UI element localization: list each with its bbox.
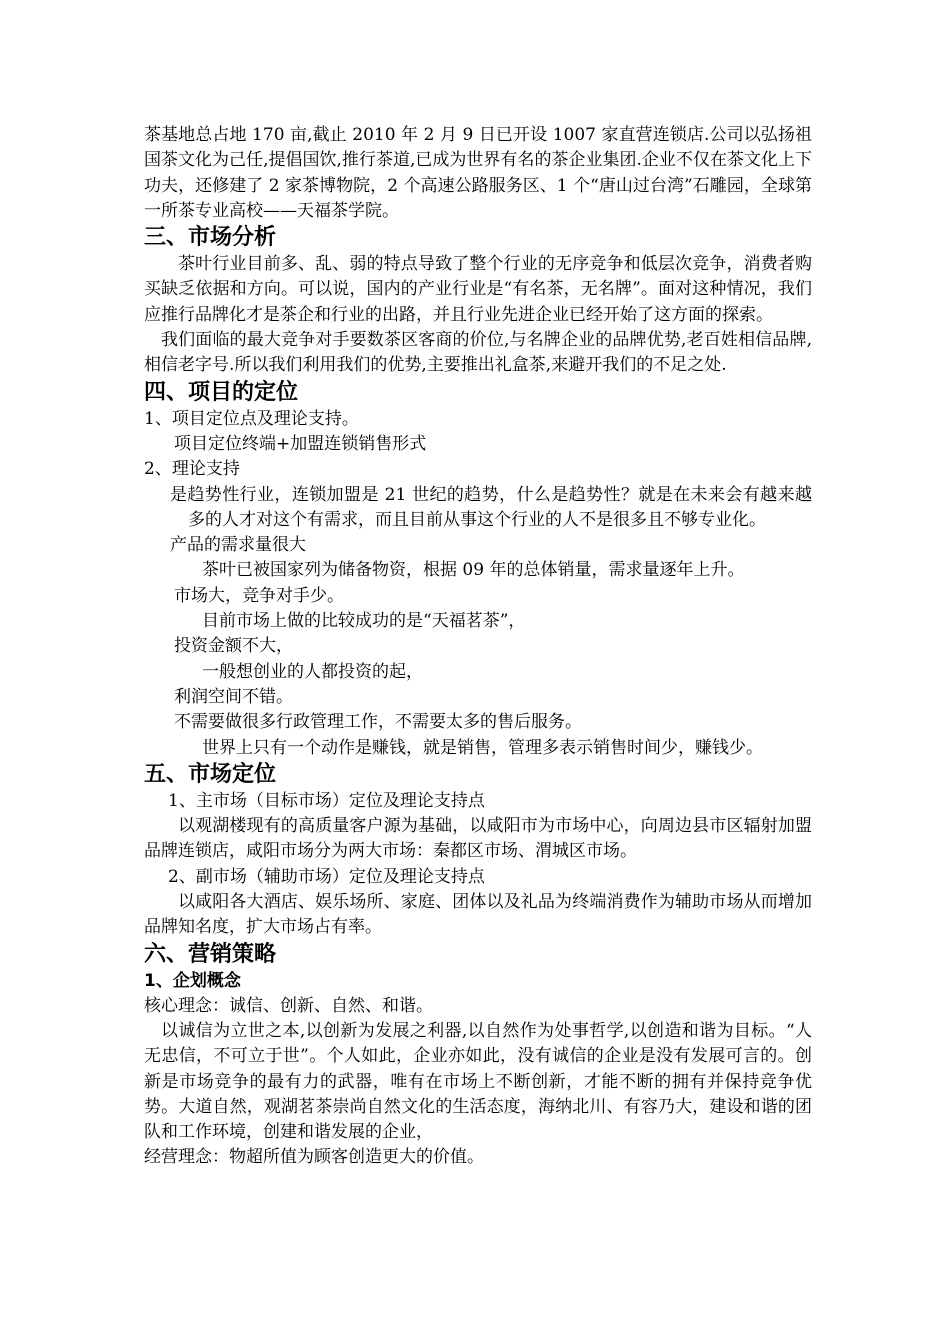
main-market-text: 以观湖楼现有的高质量客户源为基础，以咸阳市为市场中心，向周边县市区辐射加盟品牌连锁店，咸阳市场分为两大市场：秦都区市场、渭城区市场。 xyxy=(144,816,812,862)
demand-text: 茶叶已被国家列为储备物资，根据 09 年的总体销量，需求量逐年上升。 xyxy=(202,560,745,581)
core-philosophy-text: 以诚信为立世之本,以创新为发展之利器,以自然作为处事哲学,以创造和谐为目标。“人无忠信，不可立于世”。个人如此，企业亦如此，没有诚信的企业是没有发展可言的。创新是市场竞争的最有力的武器，唯有在市场上不断创新，才能不断的拥有并保持竞争优势。大道自然，观湖茗茶崇尚自然文化的生活态度，海纳北川、有容乃大，建设和谐的团队和工作环境，创建和谐发展的企业， xyxy=(144,1020,812,1143)
market-analysis-paragraph-2: 我们面临的最大竞争对手要数茶区客商的价位,与名牌企业的品牌优势,老百姓相信品牌,相信老字号.所以我们利用我们的优势,主要推出礼盒茶,来避开我们的不足之处. xyxy=(144,330,812,376)
section-heading-market-analysis: 三、市场分析 xyxy=(144,225,277,251)
section-heading-marketing-strategy: 六、营销策略 xyxy=(144,941,277,967)
trend-paragraph: 是趋势性行业，连锁加盟是 21 世纪的趋势，什么是趋势性？就是在未来会有越来越多的人才对这个有需求，而且目前从事这个行业的人不是很多且不够专业化。 xyxy=(170,484,812,530)
main-market-subheading: 1、主市场（目标市场）定位及理论支持点 xyxy=(168,790,485,811)
business-philosophy: 经营理念：物超所值为顾客创造更大的价值。 xyxy=(144,1147,484,1168)
management-text: 世界上只有一个动作是赚钱，就是销售，管理多表示销售时间少，赚钱少。 xyxy=(202,737,763,758)
document-body xyxy=(144,123,812,1171)
planning-concept-subheading: 1、企划概念 xyxy=(144,970,241,991)
positioning-item-1: 1、项目定位点及理论支持。 xyxy=(144,408,359,429)
section-heading-project-positioning: 四、项目的定位 xyxy=(144,379,299,405)
market-title: 市场大，竞争对手少。 xyxy=(174,585,344,606)
intro-paragraph: 茶基地总占地 170 亩,截止 2010 年 2 月 9 日已开设 1007 家直营连锁店.公司以弘扬祖国茶文化为己任,提倡国饮,推行茶道,已成为世界有名的茶企业集团.企业不仅在茶文化上下功夫，还修建了 2 家茶博物院，2 个高速公路服务区、1 个“唐山过台湾”石雕园，全球第一所茶专业高校——天福茶学院。 xyxy=(144,125,812,221)
positioning-item-2: 2、理论支持 xyxy=(144,459,240,480)
core-philosophy: 核心理念：诚信、创新、自然、和谐。 xyxy=(144,995,433,1016)
sub-market-text: 以咸阳各大酒店、娱乐场所、家庭、团体以及礼品为终端消费作为辅助市场从而增加品牌知名度，扩大市场占有率。 xyxy=(144,892,812,938)
sub-market-subheading: 2、副市场（辅助市场）定位及理论支持点 xyxy=(168,866,485,887)
market-text: 目前市场上做的比较成功的是“天福茗茶”， xyxy=(202,611,526,632)
management-title: 不需要做很多行政管理工作，不需要太多的售后服务。 xyxy=(174,712,582,733)
positioning-item-1-text: 项目定位终端+加盟连锁销售形式 xyxy=(174,433,427,454)
invest-text: 一般想创业的人都投资的起， xyxy=(202,661,423,682)
section-heading-market-positioning: 五、市场定位 xyxy=(144,761,277,787)
invest-title: 投资金额不大， xyxy=(174,636,293,657)
market-analysis-paragraph-1: 茶叶行业目前多、乱、弱的特点导致了整个行业的无序竞争和低层次竞争，消费者购买缺乏依据和方向。可以说，国内的产业行业是“有名茶，无名牌”。面对这种情况，我们应推行品牌化才是茶企和行业的出路，并且行业先进企业已经开始了这方面的探索。 xyxy=(144,254,812,325)
demand-title: 产品的需求量很大 xyxy=(170,535,306,556)
profit-title: 利润空间不错。 xyxy=(174,686,293,707)
